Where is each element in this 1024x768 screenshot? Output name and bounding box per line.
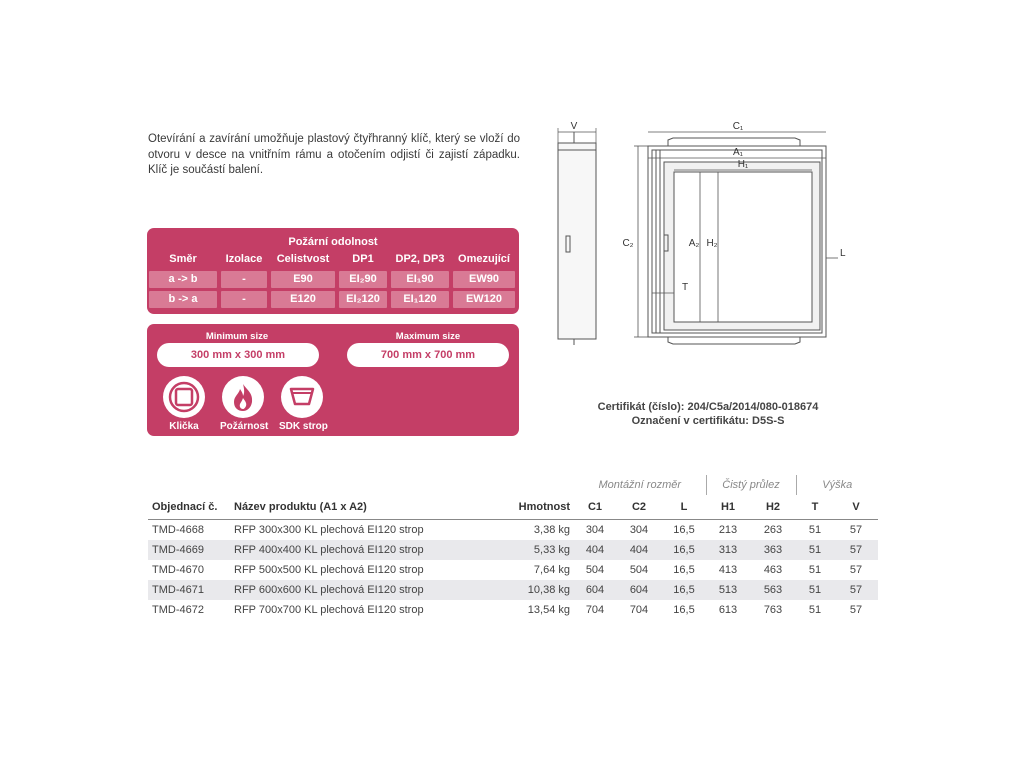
product-table: [148, 475, 878, 620]
cell-order-no: TMD-4669: [148, 540, 230, 560]
col-t: T: [796, 495, 834, 520]
cell-product-name: RFP 300x300 KL plechová EI120 strop: [234, 524, 424, 536]
cell-order-no: TMD-4668: [152, 524, 204, 536]
cell-v: 57: [849, 524, 863, 536]
cell-h2: 263: [763, 524, 783, 536]
min-size-label: Minimum size: [205, 331, 269, 342]
cell-l: 16,5: [673, 564, 695, 576]
dim-label-v: V: [570, 121, 578, 132]
fire-header-row: [147, 251, 517, 268]
fire-cell: a -> b: [149, 271, 217, 288]
cell-l: 16,5: [662, 580, 706, 600]
fire-row: [147, 271, 517, 288]
dim-label-t: T: [682, 282, 689, 293]
feature-label: Klička: [169, 421, 199, 432]
fire-row: [147, 291, 517, 308]
fire-header-smer: Směr: [169, 253, 197, 265]
cell-product-name: RFP 600x600 KL plechová EI120 strop: [230, 580, 488, 600]
cell-t: 51: [796, 540, 834, 560]
col-l: L: [662, 495, 706, 520]
col-h1: H1: [706, 495, 750, 520]
cell-v: 57: [849, 604, 863, 616]
certificate-number: Certifikát (číslo): 204/C5a/2014/080-018674: [597, 401, 819, 413]
key-square-icon: [163, 376, 205, 418]
cell-t: 51: [808, 524, 822, 536]
cell-h2: 463: [763, 564, 783, 576]
cell-weight: 3,38 kg: [533, 524, 570, 536]
col-weight: Hmotnost: [488, 495, 574, 520]
feature-pozarnost: [220, 376, 269, 432]
col-c2: C2: [616, 495, 662, 520]
cell-weight: 10,38 kg: [488, 580, 574, 600]
feature-label: SDK strop: [279, 421, 328, 432]
cell-c2: 604: [616, 580, 662, 600]
table-row: [148, 560, 878, 580]
cell-h2: 563: [750, 580, 796, 600]
cell-h1: 513: [706, 580, 750, 600]
max-size-label: Maximum size: [395, 331, 461, 342]
fire-cell: EI₁90: [391, 271, 449, 288]
intro-text: Otevírání a zavírání umožňuje plastový čtyřhranný klíč, který se vloží do otvoru v desce na vnitřním rámu a otočením odjistí či zajistí západku. Klíč je součástí balení.: [148, 133, 520, 176]
fire-header-celistvost: Celistvost: [276, 253, 330, 265]
fire-resistance-panel: [147, 228, 519, 314]
table-row: [148, 540, 878, 560]
fire-title: Požární odolnost: [288, 236, 378, 248]
table-row: [148, 520, 878, 541]
fire-cell: EW120: [453, 291, 515, 308]
technical-drawing: [548, 118, 858, 358]
fire-cell: -: [221, 291, 267, 308]
fire-cell: E120: [271, 291, 335, 308]
fire-cell: -: [221, 271, 267, 288]
col-v: V: [834, 495, 878, 520]
fire-cell: E90: [271, 271, 335, 288]
cell-t: 51: [796, 580, 834, 600]
cell-l: 16,5: [673, 524, 695, 536]
cell-h2: 763: [763, 604, 783, 616]
max-size-value: 700 mm x 700 mm: [347, 343, 509, 367]
col-c1: C1: [574, 495, 616, 520]
cell-order-no: TMD-4671: [148, 580, 230, 600]
cell-h1: 613: [718, 604, 738, 616]
side-view: [558, 128, 596, 345]
cell-c1: 504: [585, 564, 605, 576]
size-panel: [147, 324, 519, 436]
cell-c1: 604: [574, 580, 616, 600]
cell-order-no: TMD-4670: [152, 564, 204, 576]
fire-header-dp2-dp3: DP2, DP3: [395, 253, 445, 265]
cell-c1: 704: [585, 604, 605, 616]
cell-c2: 504: [629, 564, 649, 576]
cell-h1: 213: [718, 524, 738, 536]
fire-header-dp1: DP1: [352, 253, 374, 265]
cell-h2: 363: [750, 540, 796, 560]
cell-v: 57: [834, 540, 878, 560]
cell-l: 16,5: [673, 604, 695, 616]
cell-c1: 304: [585, 524, 605, 536]
fire-cell: EW90: [453, 271, 515, 288]
dim-label-c1: C₁: [732, 121, 744, 132]
col-order-no: Objednací č.: [148, 495, 230, 520]
cell-v: 57: [834, 580, 878, 600]
fire-cell: b -> a: [149, 291, 217, 308]
cell-c1: 404: [574, 540, 616, 560]
certificate-label: Označení v certifikátu: D5S-S: [631, 415, 785, 427]
fire-cell: EI₁120: [391, 291, 449, 308]
cell-weight: 5,33 kg: [488, 540, 574, 560]
cell-c2: 404: [616, 540, 662, 560]
cell-t: 51: [808, 604, 822, 616]
dim-label-c2: C₂: [622, 238, 634, 249]
group-clear: Čistý průlez: [706, 475, 796, 495]
group-mount: Montážní rozměr: [574, 475, 706, 495]
cell-t: 51: [808, 564, 822, 576]
cell-product-name: RFP 500x500 KL plechová EI120 strop: [234, 564, 424, 576]
dim-label-h2: H₂: [706, 238, 718, 249]
cell-c2: 704: [629, 604, 649, 616]
column-header-row: [148, 495, 878, 520]
fire-header-omezujici: Omezující: [458, 253, 510, 265]
fire-icon: [222, 376, 264, 418]
table-row: [148, 580, 878, 600]
cell-product-name: RFP 700x700 KL plechová EI120 strop: [234, 604, 424, 616]
ceiling-icon: [281, 376, 323, 418]
cell-l: 16,5: [662, 540, 706, 560]
col-product-name: Název produktu (A1 x A2): [230, 495, 488, 520]
cell-v: 57: [849, 564, 863, 576]
col-h2: H2: [750, 495, 796, 520]
group-height: Výška: [822, 479, 853, 491]
group-header-row: [148, 475, 878, 495]
cell-order-no: TMD-4672: [152, 604, 204, 616]
feature-label: Požárnost: [220, 421, 269, 432]
fire-cell: EI₂120: [339, 291, 387, 308]
cell-weight: 13,54 kg: [527, 604, 570, 616]
dim-label-h1: H₁: [737, 159, 749, 170]
feature-sdk-strop: [279, 376, 328, 432]
dim-label-a1: A₁: [732, 147, 744, 158]
cell-c2: 304: [629, 524, 649, 536]
dim-label-l: L: [840, 248, 846, 259]
feature-klicka: [161, 376, 207, 432]
min-size-value: 300 mm x 300 mm: [157, 343, 319, 367]
cell-product-name: RFP 400x400 KL plechová EI120 strop: [230, 540, 488, 560]
dim-label-a2: A₂: [688, 238, 700, 249]
cell-weight: 7,64 kg: [533, 564, 570, 576]
table-row: [148, 600, 878, 620]
fire-header-izolace: Izolace: [225, 253, 263, 265]
cell-h1: 313: [706, 540, 750, 560]
cell-h1: 413: [718, 564, 738, 576]
fire-cell: EI₂90: [339, 271, 387, 288]
